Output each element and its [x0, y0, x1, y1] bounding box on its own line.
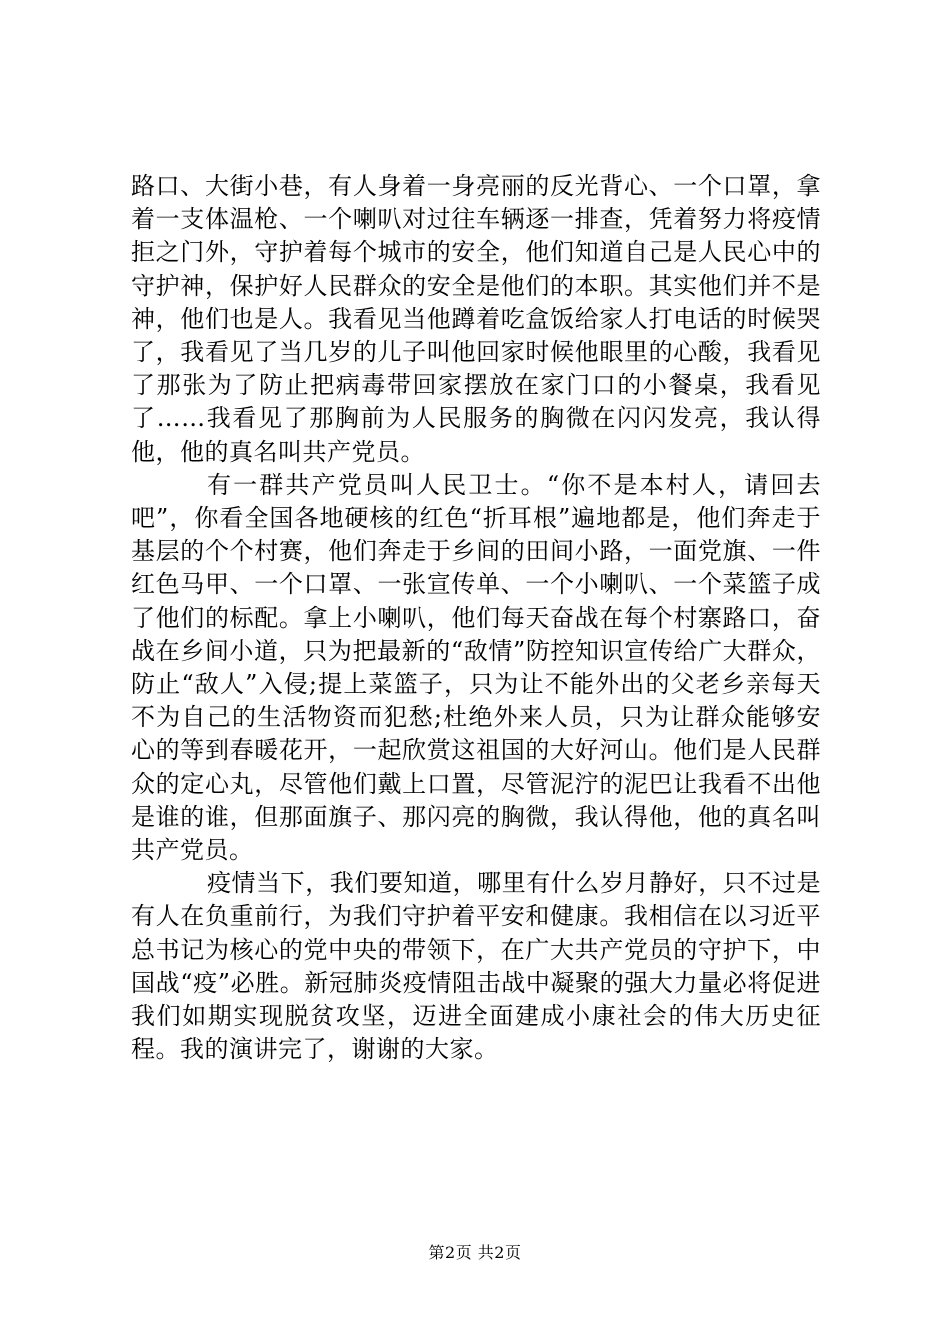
paragraph-1: 路口、大街小巷，有人身着一身亮丽的反光背心、一个口罩，拿着一支体温枪、一个喇叭对过往车辆逐一排查，凭着努力将疫情拒之门外，守护着每个城市的安全，他们知道自己是人民心中的守护神，保护好人民群众的安全是他们的本职。其实他们并不是神，他们也是人。我看见当他蹲着吃盒饭给家人打电话的时候哭了，我看见了当几岁的儿子叫他回家时候他眼里的心酸，我看见了那张为了防止把病毒带回家摆放在家门口的小餐桌，我看见了……我看见了那胸前为人民服务的胸微在闪闪发亮，我认得他，他的真名叫共产党员。	[131, 172, 821, 466]
document-body	[131, 170, 821, 1066]
paragraph-3: 疫情当下，我们要知道，哪里有什么岁月静好，只不过是有人在负重前行，为我们守护着平安和健康。我相信在以习近平总书记为核心的党中央的带领下，在广大共产党员的守护下，中国战“疫”必胜。新冠肺炎疫情阻击战中凝聚的强大力量必将促进我们如期实现脱贫攻坚，迈进全面建成小康社会的伟大历史征程。我的演讲完了，谢谢的大家。	[131, 869, 821, 1064]
paragraph-2: 有一群共产党员叫人民卫士。“你不是本村人，请回去吧”，你看全国各地硬核的红色“折耳根”遍地都是，他们奔走于基层的个个村赛，他们奔走于乡间的田间小路，一面党旗、一件红色马甲、一个口罩、一张宣传单、一个小喇叭、一个菜篮子成了他们的标配。拿上小喇叭，他们每天奋战在每个村寨路口，奋战在乡间小道，只为把最新的“敌情”防控知识宣传给广大群众，防止“敌人”入侵;提上菜篮子，只为让不能外出的父老乡亲每天不为自己的生活物资而犯愁;杜绝外来人员，只为让群众能够安心的等到春暖花开，一起欣赏这祖国的大好河山。他们是人民群众的定心丸，尽管他们戴上口置，尽管泥泞的泥巴让我看不出他是谁的谁，但那面旗子、那闪亮的胸微，我认得他，他的真名叫共产党员。	[131, 470, 821, 865]
page-number-footer: 第2页 共2页	[428, 1243, 522, 1262]
